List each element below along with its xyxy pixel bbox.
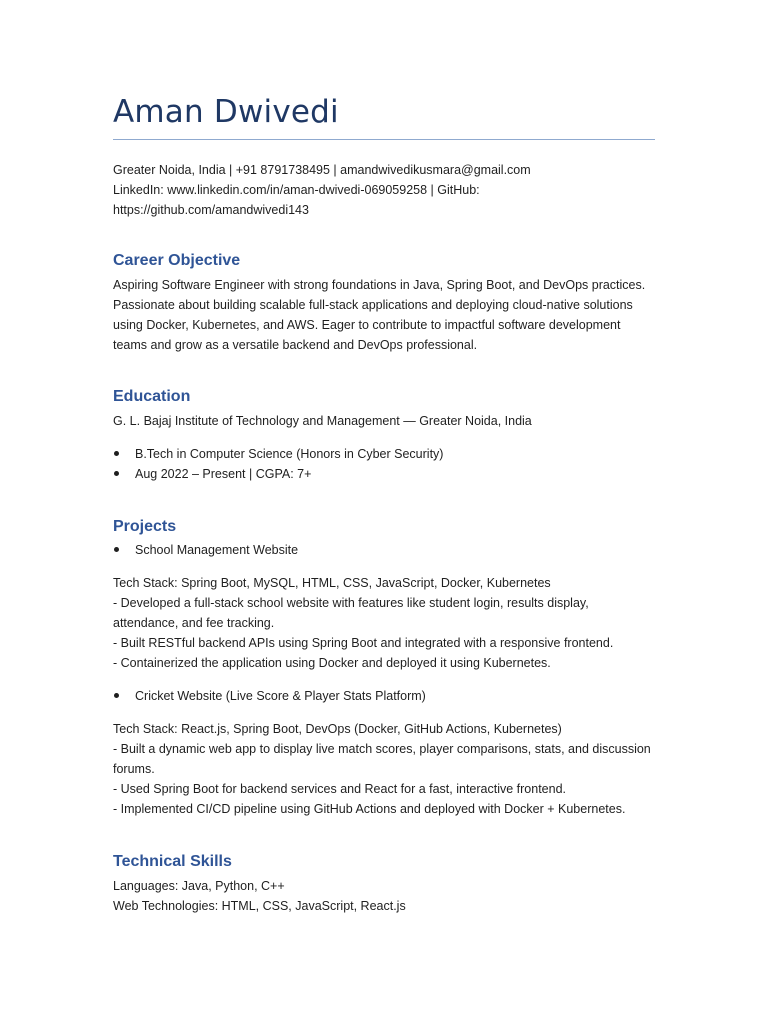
candidate-name: Aman Dwivedi (113, 94, 339, 130)
header-divider (113, 139, 655, 140)
project-details (113, 573, 653, 673)
list-item (113, 444, 443, 464)
project-details (113, 719, 653, 819)
contact-line: https://github.com/amandwivedi143 (113, 203, 309, 217)
project-title (113, 686, 426, 706)
text-line: Aspiring Software Engineer with strong foundations in Java, Spring Boot, and DevOps practices. (113, 278, 646, 292)
text-line: Passionate about building scalable full-stack applications and deploying cloud-native solutions (113, 298, 633, 312)
project-title-list (113, 540, 298, 560)
text-line: - Containerized the application using Docker and deployed it using Kubernetes. (113, 656, 551, 670)
text-line: - Developed a full-stack school website with features like student login, results display, (113, 596, 589, 610)
list-item-text: B.Tech in Computer Science (Honors in Cyber Security) (135, 447, 444, 461)
project-title (113, 540, 298, 560)
bullet-icon (114, 471, 119, 476)
text-line: - Implemented CI/CD pipeline using GitHub Actions and deployed with Docker + Kubernetes. (113, 802, 626, 816)
contact-line: Greater Noida, India | +91 8791738495 | amandwivedikusmara@gmail.com (113, 163, 531, 177)
text-line: - Built a dynamic web app to display live match scores, player comparisons, stats, and discussion (113, 742, 651, 756)
text-line: attendance, and fee tracking. (113, 616, 275, 630)
text-line: G. L. Bajaj Institute of Technology and Management — Greater Noida, India (113, 414, 532, 428)
contact-line: LinkedIn: www.linkedin.com/in/aman-dwivedi-069059258 | GitHub: (113, 183, 480, 197)
text-line: Tech Stack: Spring Boot, MySQL, HTML, CSS, JavaScript, Docker, Kubernetes (113, 576, 551, 590)
project-title-list (113, 686, 426, 706)
education-institution (113, 411, 653, 431)
text-line: - Built RESTful backend APIs using Spring Boot and integrated with a responsive frontend. (113, 636, 614, 650)
text-line: Tech Stack: React.js, Spring Boot, DevOps (Docker, GitHub Actions, Kubernetes) (113, 722, 562, 736)
text-line: - Used Spring Boot for backend services and React for a fast, interactive frontend. (113, 782, 567, 796)
list-item-text: Aug 2022 – Present | CGPA: 7+ (135, 467, 312, 481)
education-list (113, 444, 443, 484)
education-heading: Education (113, 388, 191, 405)
career-objective-text (113, 275, 653, 355)
bullet-icon (114, 547, 119, 552)
bullet-icon (114, 693, 119, 698)
text-line: forums. (113, 762, 155, 776)
text-line: Languages: Java, Python, C++ (113, 879, 285, 893)
text-line: teams and grow as a versatile backend and DevOps professional. (113, 338, 478, 352)
list-item (113, 464, 443, 484)
text-line: Web Technologies: HTML, CSS, JavaScript, React.js (113, 899, 406, 913)
contact-info (113, 160, 531, 220)
project-title-text: School Management Website (135, 543, 299, 557)
technical-skills-text (113, 876, 653, 916)
career-objective-heading: Career Objective (113, 252, 241, 269)
technical-skills-heading: Technical Skills (113, 853, 232, 870)
projects-heading: Projects (113, 518, 177, 535)
bullet-icon (114, 451, 119, 456)
text-line: using Docker, Kubernetes, and AWS. Eager to contribute to impactful software development (113, 318, 621, 332)
project-title-text: Cricket Website (Live Score & Player Stats Platform) (135, 689, 426, 703)
